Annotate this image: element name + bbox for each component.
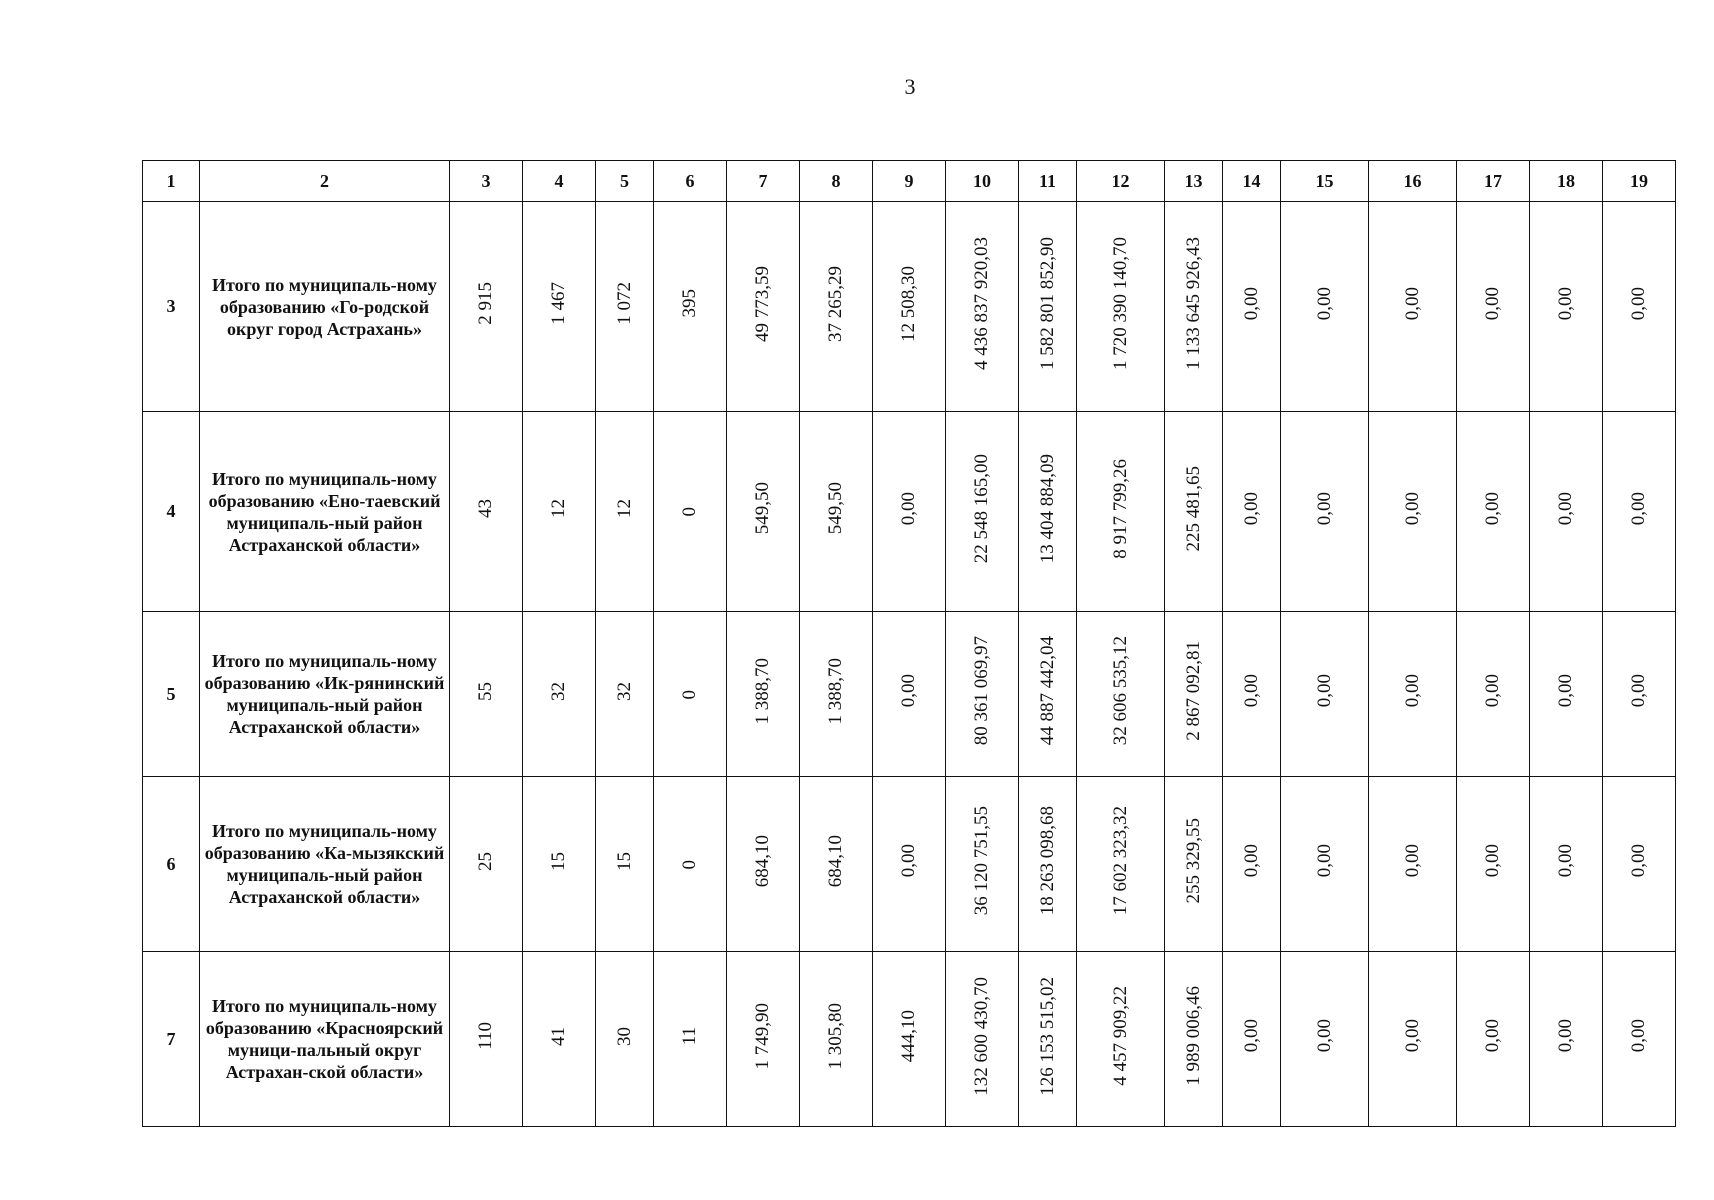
cell-value: 4 436 837 920,03 [971,237,992,370]
header-cell: 16 [1369,161,1457,202]
value-cell [1457,612,1530,777]
cell-value: 11 [679,1026,700,1046]
value-cell [1603,777,1676,952]
cell-value: 49 773,59 [752,265,773,342]
cell-value: 2 915 [475,282,496,325]
value-cell [727,777,800,952]
cell-value: 22 548 165,00 [971,453,992,564]
value-cell [1077,202,1165,412]
cell-value: 18 263 098,68 [1036,806,1058,916]
cell-value: 0,00 [898,491,919,526]
value-cell [1457,412,1530,612]
cell-value: 444,10 [898,1009,919,1063]
value-cell [800,952,873,1127]
cell-value: 0,00 [1555,844,1576,878]
cell-value: 36 120 751,55 [971,806,992,916]
value-cell [873,952,946,1127]
cell-value: 684,10 [752,834,773,888]
cell-value: 1 305,80 [825,1002,846,1070]
value-cell [654,777,727,952]
value-cell [1369,412,1457,612]
value-cell [1223,777,1281,952]
value-cell [1530,777,1603,952]
header-cell: 13 [1165,161,1223,202]
value-cell [523,952,596,1127]
cell-value: 55 [475,681,496,701]
value-cell [1530,952,1603,1127]
cell-value: 1 989 006,46 [1182,986,1204,1086]
value-cell [1165,202,1223,412]
value-cell [1077,777,1165,952]
header-row [143,161,1676,202]
row-number: 4 [143,412,200,612]
cell-value: 17 602 323,32 [1109,806,1131,916]
cell-value: 0,00 [1555,674,1576,708]
value-cell [450,412,523,612]
cell-value: 80 361 069,97 [971,636,992,746]
cell-value: 549,50 [752,482,773,535]
value-cell [654,952,727,1127]
header-cell: 18 [1530,161,1603,202]
cell-value: 1 749,90 [752,1002,773,1070]
value-cell [946,412,1019,612]
value-cell [1457,202,1530,412]
cell-value: 0,00 [1401,491,1423,526]
header-cell: 19 [1603,161,1676,202]
cell-value: 0,00 [1482,844,1503,878]
value-cell [946,777,1019,952]
value-cell [450,202,523,412]
municipality-label: Итого по муниципаль-ному образованию «Го-родской округ город Астрахань» [200,202,450,412]
municipality-label: Итого по муниципаль-ному образованию «Ено-таевский муниципаль-ный район Астраханской области» [200,412,450,612]
cell-value: 0 [679,507,700,517]
value-cell [596,412,654,612]
value-cell [1281,412,1369,612]
cell-value: 37 265,29 [825,265,846,342]
cell-value: 2 867 092,81 [1182,641,1204,741]
value-cell [654,202,727,412]
value-cell [1077,612,1165,777]
header-cell: 6 [654,161,727,202]
cell-value: 0,00 [1313,491,1335,526]
cell-value: 13 404 884,09 [1036,453,1058,564]
cell-value: 549,50 [825,482,846,535]
value-cell [873,412,946,612]
value-cell [1019,412,1077,612]
cell-value: 110 [475,1022,496,1050]
cell-value: 0,00 [1240,491,1262,526]
cell-value: 4 457 909,22 [1109,986,1131,1086]
value-cell [800,412,873,612]
value-cell [1165,777,1223,952]
value-cell [523,777,596,952]
value-cell [450,612,523,777]
value-cell [1019,952,1077,1127]
cell-value: 132 600 430,70 [971,976,992,1096]
cell-value: 0 [679,859,700,869]
value-cell [1223,952,1281,1127]
cell-value: 0 [679,689,700,699]
table-row [143,412,1676,612]
value-cell [1223,412,1281,612]
value-cell [727,612,800,777]
cell-value: 0,00 [1240,844,1262,878]
value-cell [450,777,523,952]
municipality-label: Итого по муниципаль-ному образованию «Красноярский муници-пальный округ Астрахан-ской области» [200,952,450,1127]
cell-value: 225 481,65 [1182,465,1204,552]
header-cell: 4 [523,161,596,202]
value-cell [873,202,946,412]
row-number: 5 [143,612,200,777]
cell-value: 0,00 [1482,1019,1503,1053]
value-cell [1457,952,1530,1127]
header-cell: 1 [143,161,200,202]
row-number: 6 [143,777,200,952]
cell-value: 0,00 [1313,1019,1335,1053]
value-cell [1223,612,1281,777]
table-row [143,952,1676,1127]
value-cell [1165,412,1223,612]
cell-value: 0,00 [1240,1019,1262,1053]
header-cell: 5 [596,161,654,202]
header-cell: 14 [1223,161,1281,202]
cell-value: 684,10 [825,834,846,888]
cell-value: 30 [613,1026,635,1046]
value-cell [1457,777,1530,952]
value-cell [873,777,946,952]
value-cell [727,202,800,412]
cell-value: 0,00 [898,674,919,708]
cell-value: 1 582 801 852,90 [1036,237,1058,370]
value-cell [1369,777,1457,952]
cell-value: 8 917 799,26 [1109,458,1131,559]
table-row [143,202,1676,412]
cell-value: 0,00 [1628,286,1649,321]
value-cell [596,612,654,777]
value-cell [1281,202,1369,412]
cell-value: 0,00 [1401,286,1423,321]
value-cell [727,952,800,1127]
value-cell [800,612,873,777]
value-cell [1603,412,1676,612]
cell-value: 12 [548,499,569,518]
value-cell [596,202,654,412]
value-cell [1281,612,1369,777]
value-cell [1369,202,1457,412]
cell-value: 255 329,55 [1182,818,1204,904]
value-cell [873,612,946,777]
value-cell [1019,777,1077,952]
cell-value: 0,00 [1401,1019,1423,1053]
value-cell [1603,612,1676,777]
cell-value: 0,00 [1240,286,1262,321]
cell-value: 0,00 [1555,1019,1576,1053]
value-cell [523,412,596,612]
value-cell [1530,412,1603,612]
cell-value: 41 [548,1026,569,1046]
cell-value: 1 072 [613,282,635,325]
value-cell [800,202,873,412]
municipality-label: Итого по муниципаль-ному образованию «Ик-рянинский муниципаль-ный район Астраханской области» [200,612,450,777]
value-cell [1165,952,1223,1127]
cell-value: 15 [613,851,635,871]
cell-value: 0,00 [1313,844,1335,878]
header-cell: 8 [800,161,873,202]
value-cell [1530,202,1603,412]
cell-value: 0,00 [1313,674,1335,708]
value-cell [1077,952,1165,1127]
value-cell [654,612,727,777]
data-table [142,160,1676,1127]
value-cell [727,412,800,612]
cell-value: 0,00 [1313,286,1335,321]
cell-value: 15 [548,851,569,871]
value-cell [1369,952,1457,1127]
cell-value: 0,00 [1628,491,1649,526]
row-number: 7 [143,952,200,1127]
table-row [143,777,1676,952]
cell-value: 0,00 [1555,286,1576,321]
value-cell [1281,777,1369,952]
cell-value: 1 388,70 [752,657,773,725]
cell-value: 126 153 515,02 [1036,976,1058,1096]
cell-value: 0,00 [1482,286,1503,321]
header-cell: 3 [450,161,523,202]
cell-value: 25 [475,851,496,871]
header-cell: 11 [1019,161,1077,202]
header-cell: 17 [1457,161,1530,202]
cell-value: 1 467 [548,282,569,325]
municipality-label: Итого по муниципаль-ному образованию «Ка-мызякский муниципаль-ный район Астраханской области» [200,777,450,952]
header-cell: 15 [1281,161,1369,202]
value-cell [946,612,1019,777]
cell-value: 43 [475,499,496,518]
value-cell [946,202,1019,412]
cell-value: 0,00 [1628,1019,1649,1053]
header-cell: 9 [873,161,946,202]
cell-value: 0,00 [1482,491,1503,526]
cell-value: 12 [613,499,635,518]
cell-value: 1 388,70 [825,657,846,725]
value-cell [1077,412,1165,612]
value-cell [1165,612,1223,777]
value-cell [1530,612,1603,777]
header-cell: 2 [200,161,450,202]
value-cell [596,952,654,1127]
cell-value: 32 [548,681,569,701]
value-cell [1603,202,1676,412]
header-cell: 12 [1077,161,1165,202]
cell-value: 0,00 [1401,674,1423,708]
cell-value: 1 133 645 926,43 [1182,237,1204,370]
value-cell [596,777,654,952]
value-cell [946,952,1019,1127]
cell-value: 0,00 [898,844,919,878]
page-number: 3 [904,74,916,99]
value-cell [1223,202,1281,412]
value-cell [450,952,523,1127]
cell-value: 395 [679,289,700,318]
cell-value: 1 720 390 140,70 [1109,237,1131,370]
row-number: 3 [143,202,200,412]
cell-value: 0,00 [1482,674,1503,708]
cell-value: 32 606 535,12 [1109,636,1131,746]
cell-value: 0,00 [1401,844,1423,878]
cell-value: 0,00 [1555,491,1576,526]
value-cell [523,612,596,777]
value-cell [1019,202,1077,412]
cell-value: 12 508,30 [898,265,919,342]
value-cell [1603,952,1676,1127]
value-cell [1019,612,1077,777]
cell-value: 0,00 [1628,674,1649,708]
cell-value: 44 887 442,04 [1036,636,1058,746]
header-cell: 7 [727,161,800,202]
value-cell [1369,612,1457,777]
header-cell: 10 [946,161,1019,202]
value-cell [1281,952,1369,1127]
value-cell [523,202,596,412]
cell-value: 0,00 [1628,844,1649,878]
cell-value: 0,00 [1240,674,1262,708]
value-cell [654,412,727,612]
table-row [143,612,1676,777]
value-cell [800,777,873,952]
cell-value: 32 [613,681,635,701]
